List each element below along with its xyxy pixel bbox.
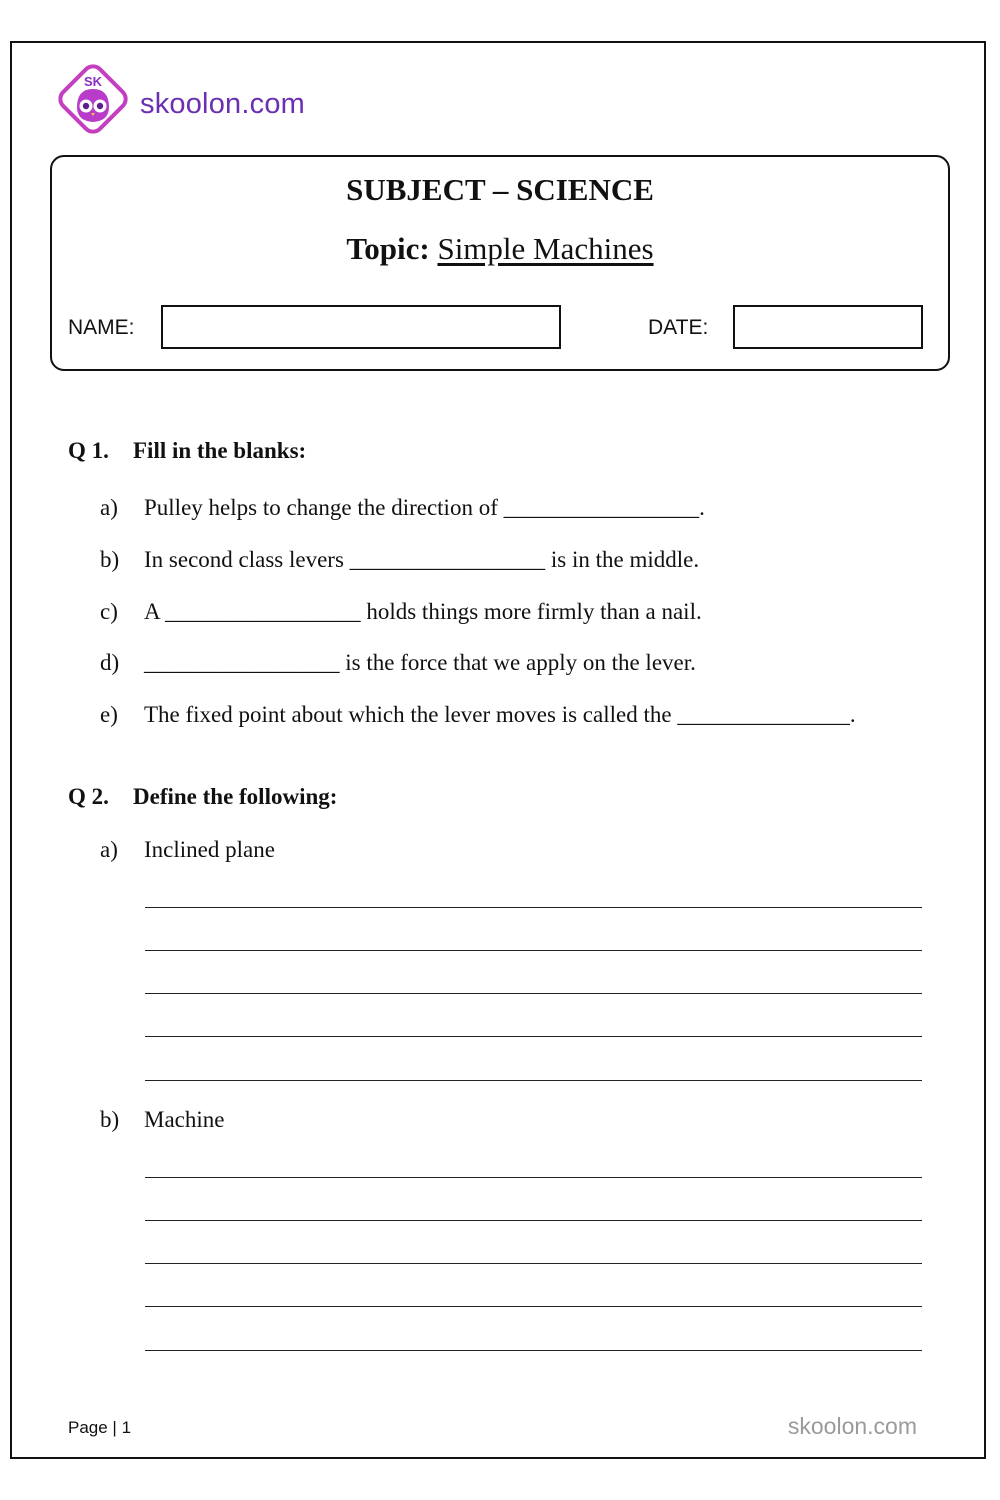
- answer-line[interactable]: [145, 1350, 922, 1351]
- item-marker: a): [100, 495, 118, 520]
- item-text: In second class levers _________________ is in the middle.: [144, 547, 700, 572]
- subject-title: SUBJECT – SCIENCE: [346, 172, 654, 207]
- q1-item: [100, 495, 705, 521]
- q2-item: [100, 837, 275, 863]
- item-text: _________________ is the force that we apply on the lever.: [144, 650, 696, 675]
- answer-line[interactable]: [145, 1036, 922, 1037]
- item-text: Inclined plane: [144, 837, 275, 862]
- item-marker: b): [100, 1107, 120, 1132]
- item-text: The fixed point about which the lever moves is called the _______________.: [144, 702, 856, 727]
- q1-item: [100, 599, 702, 625]
- page-number: Page | 1: [68, 1418, 132, 1437]
- name-field[interactable]: [161, 305, 561, 349]
- logo-letters: SK: [83, 74, 103, 89]
- q1-item: [100, 702, 856, 728]
- q2-item: [100, 1107, 224, 1133]
- brand-name[interactable]: skoolon.com: [140, 88, 305, 120]
- item-text: Pulley helps to change the direction of _________________.: [144, 495, 705, 520]
- q1-title: Fill in the blanks:: [133, 438, 307, 463]
- footer-brand[interactable]: skoolon.com: [787, 1413, 917, 1439]
- owl-logo-icon: [52, 58, 134, 140]
- answer-line[interactable]: [145, 950, 922, 951]
- item-marker: d): [100, 650, 120, 675]
- date-field[interactable]: [733, 305, 923, 349]
- item-marker: a): [100, 837, 118, 862]
- q1-item: [100, 547, 699, 573]
- answer-line[interactable]: [145, 993, 922, 994]
- item-marker: e): [100, 702, 118, 727]
- item-text: Machine: [144, 1107, 225, 1132]
- topic-label: Topic:: [346, 231, 430, 266]
- q1-heading: [68, 438, 306, 464]
- topic-line: [0, 231, 1000, 267]
- q2-number: Q 2.: [68, 784, 109, 809]
- answer-line[interactable]: [145, 1177, 922, 1178]
- topic-value: Simple Machines: [437, 231, 654, 266]
- q2-title: Define the following:: [133, 784, 338, 809]
- name-label: NAME:: [68, 316, 135, 339]
- q1-number: Q 1.: [68, 438, 109, 463]
- date-label: DATE:: [648, 316, 709, 339]
- item-text: A _________________ holds things more firmly than a nail.: [144, 599, 702, 624]
- answer-line[interactable]: [145, 1220, 922, 1221]
- item-marker: c): [100, 599, 118, 624]
- answer-line[interactable]: [145, 1080, 922, 1081]
- answer-line[interactable]: [145, 1263, 922, 1264]
- q2-heading: [68, 784, 337, 810]
- q1-item: [100, 650, 696, 676]
- answer-line[interactable]: [145, 1306, 922, 1307]
- answer-line[interactable]: [145, 907, 922, 908]
- item-marker: b): [100, 547, 120, 572]
